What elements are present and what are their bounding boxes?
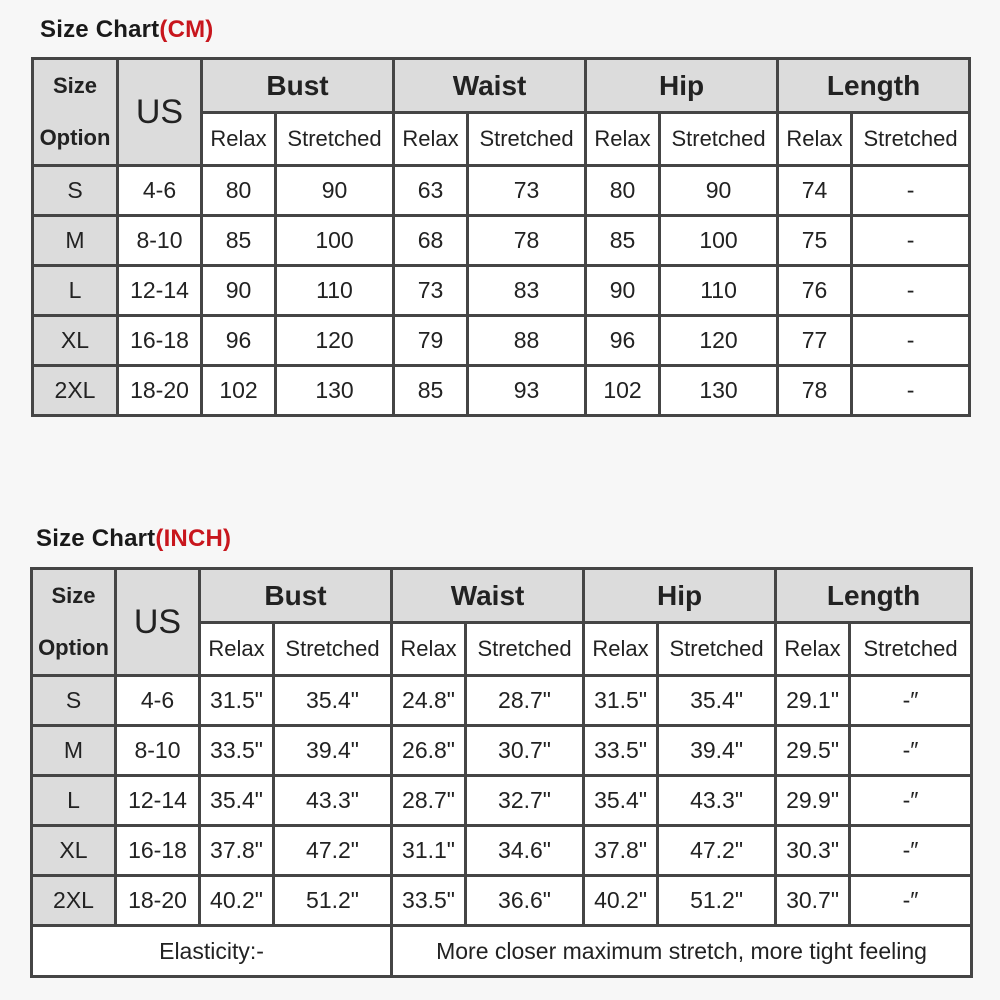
length-stretched-cell: - [852, 216, 970, 266]
size-cell: M [33, 216, 118, 266]
table-row [33, 266, 970, 316]
hip-stretched-cell: 35.4" [658, 676, 776, 726]
waist-stretched-cell: 36.6" [466, 876, 584, 926]
hip-header: Hip [586, 59, 778, 113]
hip-relax-header: Relax [584, 623, 658, 676]
us-size-cell: 18-20 [116, 876, 200, 926]
size-header-line1: Size [51, 583, 96, 608]
us-size-cell: 4-6 [118, 166, 202, 216]
size-cell: 2XL [33, 366, 118, 416]
waist-stretched-cell: 73 [468, 166, 586, 216]
table-row [32, 826, 972, 876]
hip-relax-cell: 40.2" [584, 876, 658, 926]
waist-relax-cell: 79 [394, 316, 468, 366]
table-row [32, 876, 972, 926]
hip-relax-cell: 31.5" [584, 676, 658, 726]
waist-relax-cell: 31.1" [392, 826, 466, 876]
hip-relax-cell: 37.8" [584, 826, 658, 876]
table-row [33, 216, 970, 266]
bust-stretched-cell: 35.4" [274, 676, 392, 726]
length-stretched-header: Stretched [850, 623, 972, 676]
bust-stretched-cell: 47.2" [274, 826, 392, 876]
size-cell: 2XL [32, 876, 116, 926]
size-cell: M [32, 726, 116, 776]
length-relax-cell: 29.1" [776, 676, 850, 726]
size-option-header [32, 569, 116, 676]
cm-title-prefix: Size Chart [40, 16, 160, 43]
hip-relax-cell: 80 [586, 166, 660, 216]
bust-relax-cell: 33.5" [200, 726, 274, 776]
elasticity-row [32, 926, 972, 977]
size-cell: XL [33, 316, 118, 366]
length-header: Length [778, 59, 970, 113]
waist-stretched-cell: 34.6" [466, 826, 584, 876]
hip-stretched-cell: 110 [660, 266, 778, 316]
bust-relax-header: Relax [200, 623, 274, 676]
us-size-cell: 8-10 [118, 216, 202, 266]
hip-stretched-header: Stretched [660, 113, 778, 166]
waist-stretched-cell: 93 [468, 366, 586, 416]
hip-stretched-header: Stretched [658, 623, 776, 676]
length-stretched-cell: - [852, 316, 970, 366]
size-cell: S [32, 676, 116, 726]
bust-relax-cell: 31.5" [200, 676, 274, 726]
us-size-cell: 4-6 [116, 676, 200, 726]
size-header-line2: Option [39, 125, 111, 150]
length-stretched-cell: -″ [850, 776, 972, 826]
hip-stretched-cell: 90 [660, 166, 778, 216]
table-row [33, 166, 970, 216]
table-row [33, 316, 970, 366]
size-cell: S [33, 166, 118, 216]
waist-stretched-cell: 83 [468, 266, 586, 316]
length-stretched-cell: -″ [850, 676, 972, 726]
table-row [32, 776, 972, 826]
bust-header: Bust [202, 59, 394, 113]
size-option-header [33, 59, 118, 166]
length-relax-header: Relax [776, 623, 850, 676]
hip-stretched-cell: 100 [660, 216, 778, 266]
length-stretched-cell: - [852, 366, 970, 416]
us-size-cell: 16-18 [118, 316, 202, 366]
size-cell: L [32, 776, 116, 826]
size-header-line2: Option [38, 635, 109, 660]
hip-stretched-cell: 39.4" [658, 726, 776, 776]
hip-relax-cell: 35.4" [584, 776, 658, 826]
waist-relax-cell: 85 [394, 366, 468, 416]
length-relax-header: Relax [778, 113, 852, 166]
length-relax-cell: 29.5" [776, 726, 850, 776]
waist-relax-cell: 26.8" [392, 726, 466, 776]
waist-relax-cell: 28.7" [392, 776, 466, 826]
bust-stretched-header: Stretched [274, 623, 392, 676]
inch-title-prefix: Size Chart [36, 525, 156, 552]
hip-relax-cell: 90 [586, 266, 660, 316]
hip-stretched-cell: 130 [660, 366, 778, 416]
length-stretched-header: Stretched [852, 113, 970, 166]
hip-relax-cell: 102 [586, 366, 660, 416]
hip-stretched-cell: 120 [660, 316, 778, 366]
hip-relax-cell: 96 [586, 316, 660, 366]
waist-stretched-header: Stretched [468, 113, 586, 166]
length-stretched-cell: - [852, 266, 970, 316]
bust-relax-cell: 40.2" [200, 876, 274, 926]
us-size-cell: 12-14 [116, 776, 200, 826]
waist-stretched-cell: 88 [468, 316, 586, 366]
cm-title-unit: (CM) [159, 16, 214, 43]
waist-relax-header: Relax [394, 113, 468, 166]
bust-stretched-cell: 90 [276, 166, 394, 216]
waist-relax-cell: 33.5" [392, 876, 466, 926]
bust-relax-cell: 80 [202, 166, 276, 216]
bust-relax-cell: 102 [202, 366, 276, 416]
us-header: US [116, 569, 200, 676]
length-stretched-cell: -″ [850, 876, 972, 926]
length-relax-cell: 30.3" [776, 826, 850, 876]
hip-relax-header: Relax [586, 113, 660, 166]
waist-relax-cell: 73 [394, 266, 468, 316]
table-row [32, 726, 972, 776]
us-size-cell: 12-14 [118, 266, 202, 316]
cm-size-table [31, 57, 971, 417]
bust-relax-cell: 96 [202, 316, 276, 366]
us-size-cell: 18-20 [118, 366, 202, 416]
length-stretched-cell: -″ [850, 726, 972, 776]
waist-relax-header: Relax [392, 623, 466, 676]
elasticity-value: More closer maximum stretch, more tight feeling [392, 926, 972, 977]
length-relax-cell: 77 [778, 316, 852, 366]
bust-relax-cell: 35.4" [200, 776, 274, 826]
bust-relax-cell: 85 [202, 216, 276, 266]
length-stretched-cell: - [852, 166, 970, 216]
bust-relax-header: Relax [202, 113, 276, 166]
bust-stretched-cell: 39.4" [274, 726, 392, 776]
hip-stretched-cell: 43.3" [658, 776, 776, 826]
size-cell: XL [32, 826, 116, 876]
us-header: US [118, 59, 202, 166]
waist-stretched-cell: 28.7" [466, 676, 584, 726]
hip-stretched-cell: 47.2" [658, 826, 776, 876]
inch-title-unit: (INCH) [155, 525, 232, 552]
cm-chart-title [40, 16, 213, 44]
hip-stretched-cell: 51.2" [658, 876, 776, 926]
bust-relax-cell: 90 [202, 266, 276, 316]
bust-stretched-cell: 51.2" [274, 876, 392, 926]
length-relax-cell: 76 [778, 266, 852, 316]
waist-stretched-cell: 78 [468, 216, 586, 266]
waist-stretched-cell: 32.7" [466, 776, 584, 826]
bust-stretched-header: Stretched [276, 113, 394, 166]
length-relax-cell: 75 [778, 216, 852, 266]
hip-header: Hip [584, 569, 776, 623]
waist-stretched-header: Stretched [466, 623, 584, 676]
bust-relax-cell: 37.8" [200, 826, 274, 876]
waist-relax-cell: 68 [394, 216, 468, 266]
waist-relax-cell: 24.8" [392, 676, 466, 726]
table-row [33, 366, 970, 416]
bust-stretched-cell: 130 [276, 366, 394, 416]
inch-chart-title [36, 525, 231, 553]
length-relax-cell: 29.9" [776, 776, 850, 826]
bust-header: Bust [200, 569, 392, 623]
length-relax-cell: 78 [778, 366, 852, 416]
hip-relax-cell: 85 [586, 216, 660, 266]
elasticity-label: Elasticity:- [32, 926, 392, 977]
waist-stretched-cell: 30.7" [466, 726, 584, 776]
length-relax-cell: 74 [778, 166, 852, 216]
us-size-cell: 16-18 [116, 826, 200, 876]
bust-stretched-cell: 43.3" [274, 776, 392, 826]
bust-stretched-cell: 100 [276, 216, 394, 266]
length-relax-cell: 30.7" [776, 876, 850, 926]
waist-header: Waist [394, 59, 586, 113]
inch-size-table [30, 567, 973, 978]
waist-relax-cell: 63 [394, 166, 468, 216]
length-stretched-cell: -″ [850, 826, 972, 876]
waist-header: Waist [392, 569, 584, 623]
size-header-line1: Size [52, 73, 98, 98]
bust-stretched-cell: 120 [276, 316, 394, 366]
us-size-cell: 8-10 [116, 726, 200, 776]
hip-relax-cell: 33.5" [584, 726, 658, 776]
bust-stretched-cell: 110 [276, 266, 394, 316]
length-header: Length [776, 569, 972, 623]
size-cell: L [33, 266, 118, 316]
table-row [32, 676, 972, 726]
